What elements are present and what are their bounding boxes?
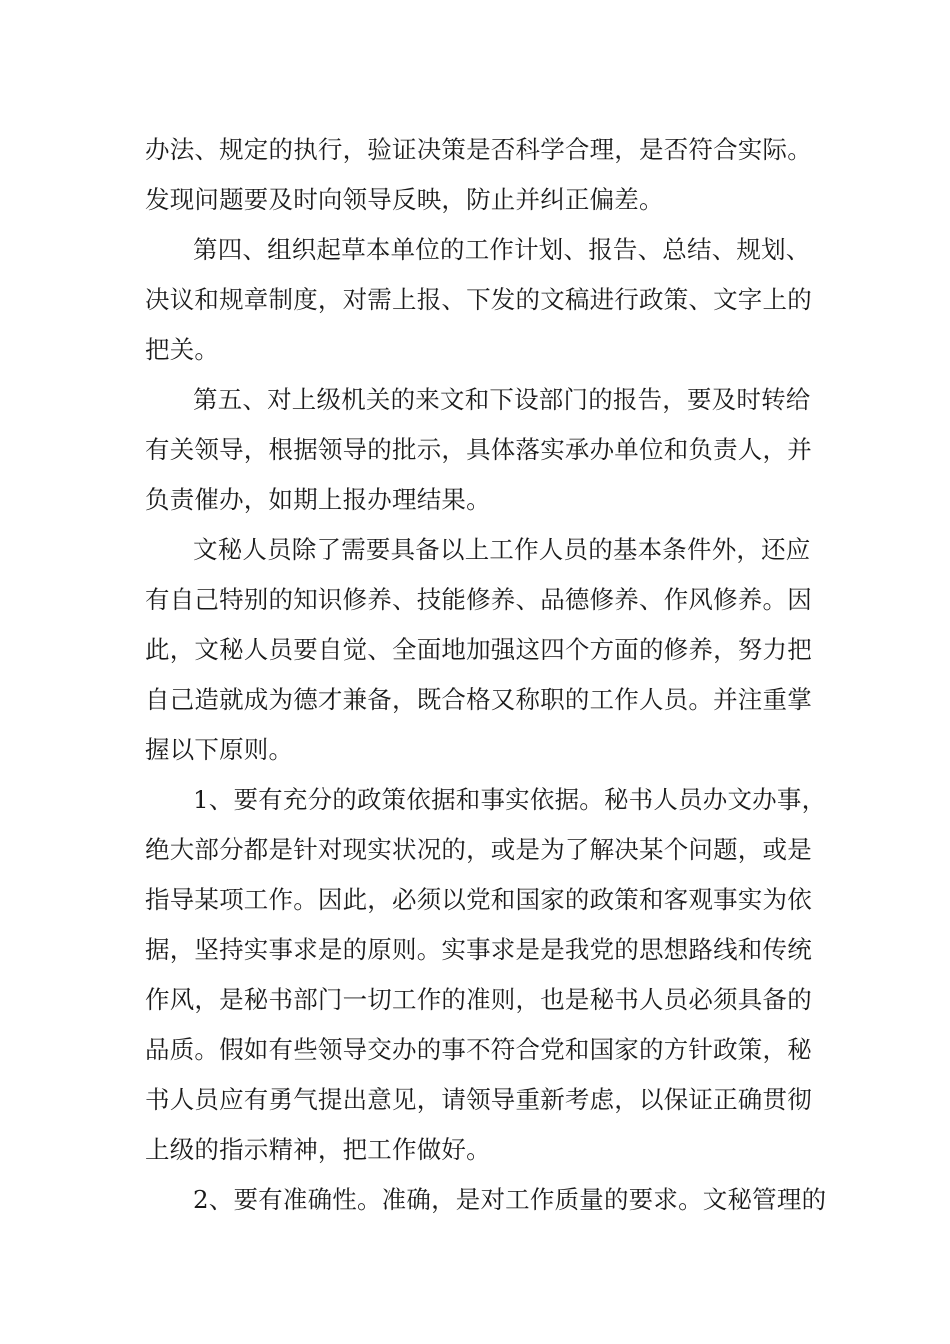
text-line: 上级的指示精神，把工作做好。: [145, 1135, 491, 1164]
text-line: 决议和规章制度，对需上报、下发的文稿进行政策、文字上的: [145, 285, 812, 314]
text-line: 把关。: [145, 335, 220, 364]
text-line: 此，文秘人员要自觉、全面地加强这四个方面的修养，努力把: [145, 635, 812, 664]
text-line: 绝大部分都是针对现实状况的，或是为了解决某个问题，或是: [145, 835, 812, 864]
text-line: 品质。假如有些领导交办的事不符合党和国家的方针政策，秘: [145, 1035, 812, 1064]
paragraph-start-line: 文秘人员除了需要具备以上工作人员的基本条件外，还应: [193, 535, 811, 564]
paragraph-start-line: 第四、组织起草本单位的工作计划、报告、总结、规划、: [193, 235, 811, 264]
paragraph-start-line: 1、要有充分的政策依据和事实依据。秘书人员办文办事，: [193, 785, 827, 814]
text-line: 自己造就成为德才兼备，既合格又称职的工作人员。并注重掌: [145, 685, 812, 714]
text-line: 负责催办，如期上报办理结果。: [145, 485, 491, 514]
paragraph-start-line: 2、要有准确性。准确，是对工作质量的要求。文秘管理的: [193, 1185, 827, 1214]
text-line: 指导某项工作。因此，必须以党和国家的政策和客观事实为依: [145, 885, 812, 914]
text-line: 作风，是秘书部门一切工作的准则，也是秘书人员必须具备的: [145, 985, 812, 1014]
text-line: 有自己特别的知识修养、技能修养、品德修养、作风修养。因: [145, 585, 812, 614]
text-line: 有关领导，根据领导的批示，具体落实承办单位和负责人，并: [145, 435, 812, 464]
text-line: 书人员应有勇气提出意见，请领导重新考虑，以保证正确贯彻: [145, 1085, 812, 1114]
text-line: 据，坚持实事求是的原则。实事求是是我党的思想路线和传统: [145, 935, 812, 964]
paragraph-start-line: 第五、对上级机关的来文和下设部门的报告，要及时转给: [193, 385, 811, 414]
text-line: 握以下原则。: [145, 735, 294, 764]
text-line: 办法、规定的执行，验证决策是否科学合理，是否符合实际。: [145, 135, 812, 164]
text-line: 发现问题要及时向领导反映，防止并纠正偏差。: [145, 185, 664, 214]
